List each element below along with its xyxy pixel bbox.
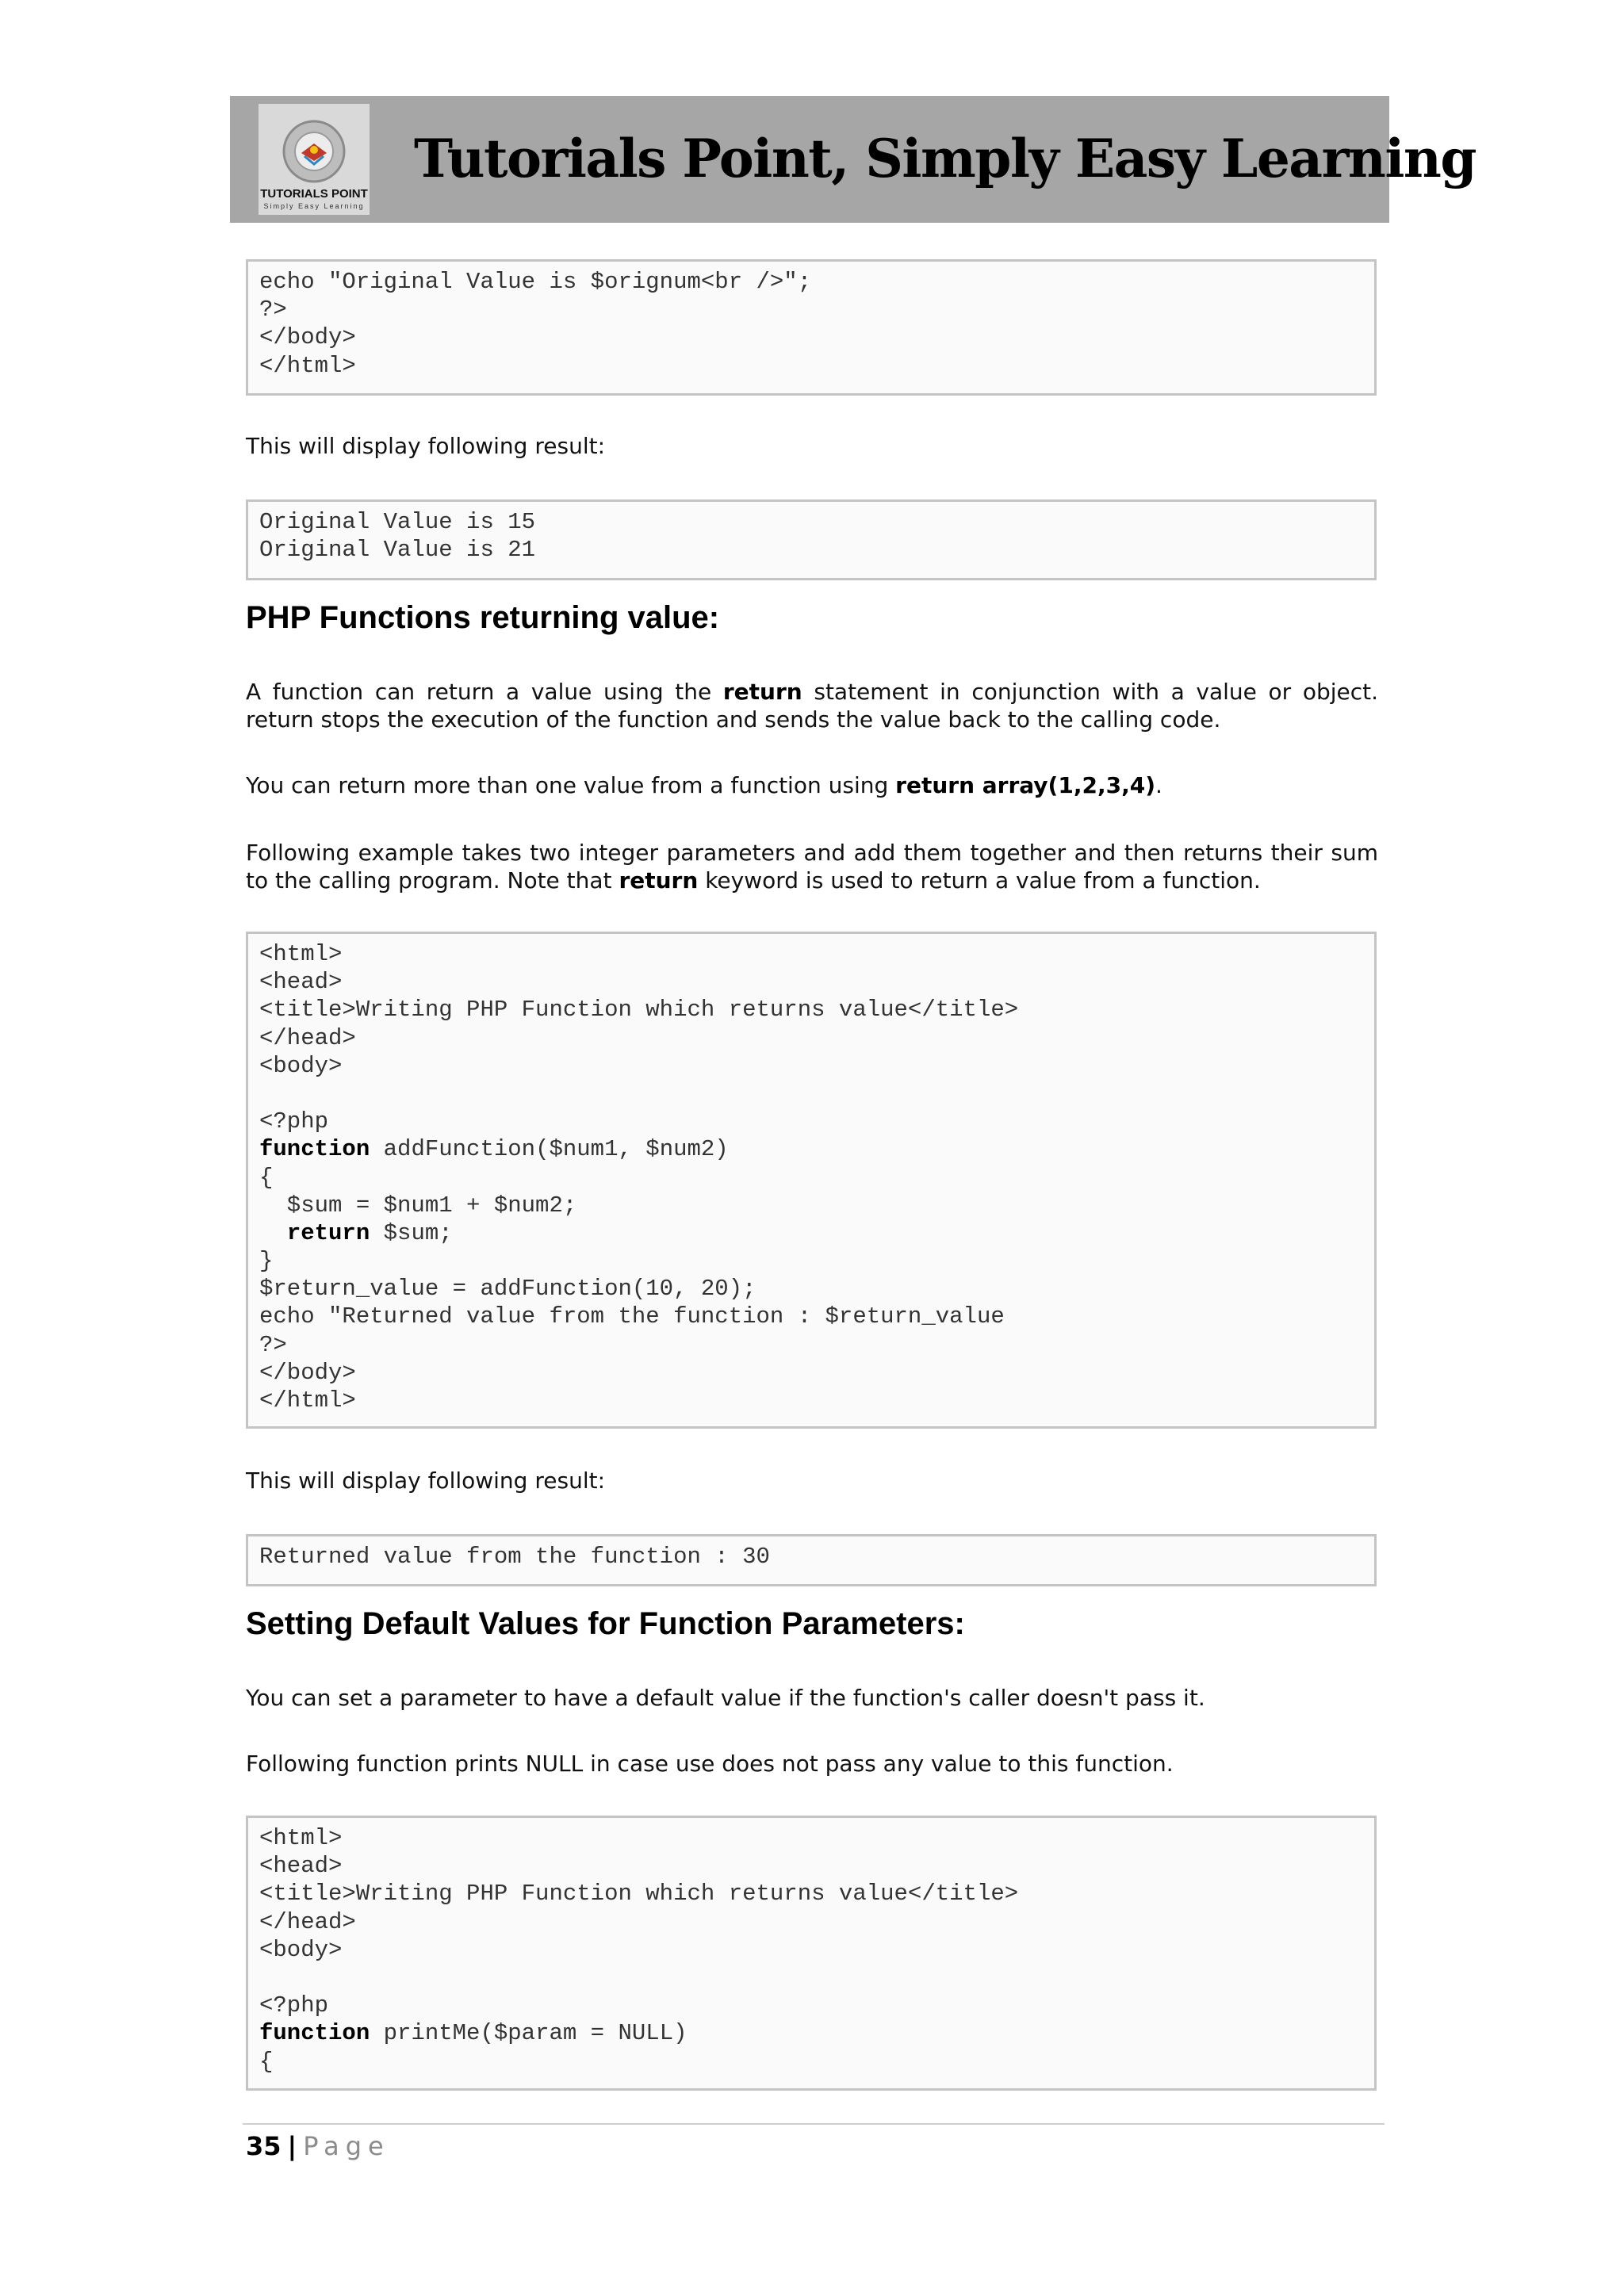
code-text: <title>Writing PHP Function which returns value</title> xyxy=(259,997,1019,1024)
code-text: echo "Returned value from the function : $return_value xyxy=(259,1303,1005,1330)
result-intro-1: This will display following result: xyxy=(246,433,606,459)
code-text: <head> xyxy=(259,1853,343,1880)
page-label: Page xyxy=(303,2131,390,2161)
code-text: <body> xyxy=(259,1052,343,1079)
code-text: <html> xyxy=(259,1825,343,1851)
heading-returning-value: PHP Functions returning value: xyxy=(246,600,720,635)
para-return-array xyxy=(246,771,1378,799)
code-line xyxy=(259,2019,1363,2047)
logo-brand-text: TUTORIALS POINT xyxy=(260,187,368,201)
code-keyword: function xyxy=(259,1136,370,1163)
code-block-2 xyxy=(246,932,1377,1429)
bold-text: return xyxy=(619,867,699,894)
code-line xyxy=(259,1052,1363,1080)
code-line xyxy=(259,1247,1363,1275)
code-line xyxy=(259,1359,1363,1387)
code-text: $sum = $num1 + $num2; xyxy=(259,1192,577,1219)
code-line xyxy=(259,1192,1363,1219)
code-text: <title>Writing PHP Function which returns value</title> xyxy=(259,1881,1019,1908)
para-default-value xyxy=(246,1684,1378,1712)
page-number: 35 xyxy=(246,2131,282,2161)
code-line xyxy=(259,1108,1363,1135)
code-line xyxy=(259,968,1363,996)
text-run: You can return more than one value from a function using xyxy=(246,772,896,798)
para-return-statement xyxy=(246,678,1378,733)
code-text: { xyxy=(259,2048,274,2075)
heading-default-values: Setting Default Values for Function Parameters: xyxy=(246,1606,965,1641)
code-line xyxy=(259,1852,1363,1880)
code-block-3 xyxy=(246,1816,1377,2091)
page-footer xyxy=(246,2131,390,2161)
code-text: </body> xyxy=(259,324,356,351)
text-run: Following example takes two integer parameters and add them together and then returns their sum to the calling program. Note that xyxy=(246,840,1378,894)
text-run: keyword is used to return a value from a function. xyxy=(698,867,1261,894)
code-line xyxy=(259,508,1363,536)
page-header-banner xyxy=(230,96,1477,223)
code-keyword: return xyxy=(286,1219,370,1246)
code-text: </body> xyxy=(259,1359,356,1386)
code-text: Returned value from the function : 30 xyxy=(259,1544,770,1570)
code-text: $return_value = addFunction(10, 20); xyxy=(259,1276,756,1303)
para-prints-null xyxy=(246,1750,1378,1777)
code-text: { xyxy=(259,1164,274,1191)
code-text: </head> xyxy=(259,1024,356,1051)
code-line xyxy=(259,1275,1363,1303)
code-text: Original Value is 15 xyxy=(259,509,536,535)
code-line xyxy=(259,296,1363,323)
code-line xyxy=(259,1543,1363,1571)
code-line xyxy=(259,1135,1363,1163)
text-run: Following function prints NULL in case use does not pass any value to this function. xyxy=(246,1751,1174,1777)
code-text: <?php xyxy=(259,1108,329,1135)
code-text: <head> xyxy=(259,969,343,996)
code-line xyxy=(259,1964,1363,1992)
code-text: addFunction($num1, $num2) xyxy=(370,1136,729,1163)
code-line xyxy=(259,1080,1363,1108)
logo-emblem-icon xyxy=(270,112,358,183)
code-text: echo "Original Value is $orignum<br />"; xyxy=(259,269,812,295)
code-line xyxy=(259,2048,1363,2076)
text-run: A function can return a value using the xyxy=(246,679,723,705)
code-text xyxy=(259,1220,287,1246)
code-keyword: function xyxy=(259,2020,370,2047)
code-line xyxy=(259,996,1363,1024)
code-line xyxy=(259,1824,1363,1852)
code-line xyxy=(259,1387,1363,1414)
code-line xyxy=(259,1219,1363,1247)
result-intro-2: This will display following result: xyxy=(246,1468,606,1494)
code-line xyxy=(259,1331,1363,1359)
code-text: </html> xyxy=(259,352,356,379)
code-line xyxy=(259,268,1363,296)
code-line xyxy=(259,1936,1363,1964)
code-text: Original Value is 21 xyxy=(259,537,536,564)
logo-tagline-text: Simply Easy Learning xyxy=(263,202,365,210)
tutorials-point-logo xyxy=(259,104,370,215)
output-block-1 xyxy=(246,499,1377,580)
code-text: } xyxy=(259,1248,274,1275)
output-block-2 xyxy=(246,1534,1377,1586)
code-text: </html> xyxy=(259,1387,356,1414)
code-text: $sum; xyxy=(370,1219,453,1246)
code-text: <?php xyxy=(259,1992,329,2019)
text-run: statement in conjunction with a value or object. return stops the execution of the function and sends the value back to the calling code. xyxy=(246,679,1378,733)
code-text: ?> xyxy=(259,1331,287,1358)
code-text: </head> xyxy=(259,1908,356,1935)
code-line xyxy=(259,323,1363,351)
bold-text: return xyxy=(722,679,802,705)
code-text: printMe($param = NULL) xyxy=(370,2020,688,2047)
code-line xyxy=(259,1880,1363,1908)
code-line xyxy=(259,1303,1363,1330)
code-line xyxy=(259,352,1363,380)
code-text: <body> xyxy=(259,1936,343,1963)
code-line xyxy=(259,1024,1363,1052)
code-line xyxy=(259,536,1363,564)
code-text: <html> xyxy=(259,941,343,967)
text-run: . xyxy=(1155,772,1162,798)
text-run: You can set a parameter to have a default value if the function's caller doesn't pass it. xyxy=(246,1685,1205,1711)
para-example-description xyxy=(246,839,1378,894)
code-line xyxy=(259,940,1363,968)
code-line xyxy=(259,1992,1363,2019)
header-title: Tutorials Point, Simply Easy Learning xyxy=(414,128,1477,189)
code-line xyxy=(259,1164,1363,1192)
footer-divider xyxy=(243,2123,1385,2125)
code-text: ?> xyxy=(259,297,287,323)
bold-text: return array(1,2,3,4) xyxy=(895,772,1155,798)
code-block-1 xyxy=(246,259,1377,396)
code-line xyxy=(259,1908,1363,1936)
footer-separator: | xyxy=(287,2131,297,2161)
